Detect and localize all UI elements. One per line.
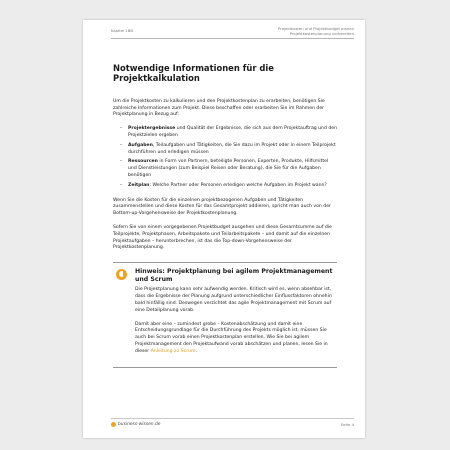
running-header-title: Projektkosten und Projektbudget planen: [277, 26, 354, 31]
section-heading: Notwendige Informationen für die Projektkalkulation: [113, 63, 274, 84]
running-header-subtitle: Projektkostenplanung vorbereiten: [289, 31, 354, 36]
header-divider: [111, 38, 354, 39]
top-down-paragraph: Sofern Sie von einem vorgegebenen Projektbudget ausgehen und diese Gesamtsumme auf die Teilprojekte, Projektphasen, Arbeitspakete und Teilarbeitspakete – und damit auf die einzelnen Projektaufgaben – herunterbrechen, ist das die Top-down-Vorgehensweise der Projektkostenplanung.: [113, 224, 332, 251]
hint-paragraph: Die Projektplanung kann sehr aufwendig werden. Kritisch wird es, wenn absehbar ist, dass die Ergebnisse der Planung aufgrund unterschiedlicher Einflussfaktoren ohnehin bald hinfällig sind. Deswegen verzichtet das agile Projektmanagement mit Scrum auf eine Detailplanung vorab.: [135, 287, 332, 313]
scrum-guide-link[interactable]: Anleitung zu Scrum: [150, 348, 196, 354]
list-item: [128, 159, 337, 179]
page-content: [113, 63, 337, 368]
document-page: [83, 20, 365, 438]
list-item: [128, 126, 337, 140]
chapter-label: Kapitel 1BB: [111, 28, 133, 33]
list-item-text: : Welche Partner oder Personen erledigen welche Aufgaben im Projekt wann?: [149, 182, 327, 188]
footer-logo: [111, 422, 160, 427]
hint-paragraph-text: Damit aber eine – zumindest grobe – Kostenabschätzung und damit eine Entscheidungsgrundlage für die Durchführung des Projekts möglich ist, müssen Sie auch bei Scrum vorab einen Projektkostenplan erstellen. Wie Sie bei agilem Projektmanagement den Projektaufwand vorab abschätzen und planen, lesen Sie in dieser: [135, 321, 328, 354]
list-item: [128, 143, 337, 157]
list-item-term: Zeitplan: [128, 182, 150, 188]
bottom-up-paragraph: Wenn Sie die Kosten für die einzelnen projektbezogenen Aufgaben und Tätigkeiten zusammenstellen und diese Kosten für das Gesamtprojekt addieren, spricht man auch von der Bottom-up-Vorgehensweise der Projektkostenplanung.: [113, 197, 331, 217]
intro-paragraph: Um die Projektkosten zu kalkulieren und den Projektkostenplan zu erarbeiten, benötigen Sie zahlreiche Informationen zum Projekt. Diese beschaffen oder erarbeiten Sie im Rahmen der Projektplanung in Bezug auf:: [113, 98, 325, 118]
list-item-term: Projektergebnisse: [128, 126, 176, 132]
logo-text: business-wissen.de: [118, 422, 161, 427]
logo-icon: [111, 422, 116, 427]
list-item-term: Ressourcen: [128, 159, 158, 165]
list-item-text: und Qualität der Ergebnisse, die sich aus dem Projektauftrag und den Projektzielen ergeben: [128, 126, 337, 138]
footer-divider: [111, 418, 354, 419]
list-item-text: in Form von Partnern, beteiligte Personen, Experten, Produkte, Hilfsmittel und Dienstleistungen (zum Beispiel Reisen oder Beratung), die Sie für die Aufgaben benötigen: [128, 159, 329, 178]
hint-icon: [116, 269, 127, 280]
hint-box: [113, 262, 337, 367]
list-item-term: Aufgaben: [128, 142, 153, 148]
hint-paragraph-link: [135, 322, 337, 356]
list-item: [128, 183, 337, 190]
hint-title: Hinweis: Projektplanung bei agilem Projektmanagement und Scrum: [135, 268, 333, 283]
hint-paragraph-end: .: [195, 348, 197, 354]
page-number: Seite 4: [340, 422, 354, 427]
requirements-list: [113, 126, 337, 189]
list-item-text: , Teilaufgaben und Tätigkeiten, die Sie dazu im Projekt oder in einem Teilprojekt durchführen und erledigen müssen: [128, 142, 336, 155]
running-header: [278, 26, 354, 36]
